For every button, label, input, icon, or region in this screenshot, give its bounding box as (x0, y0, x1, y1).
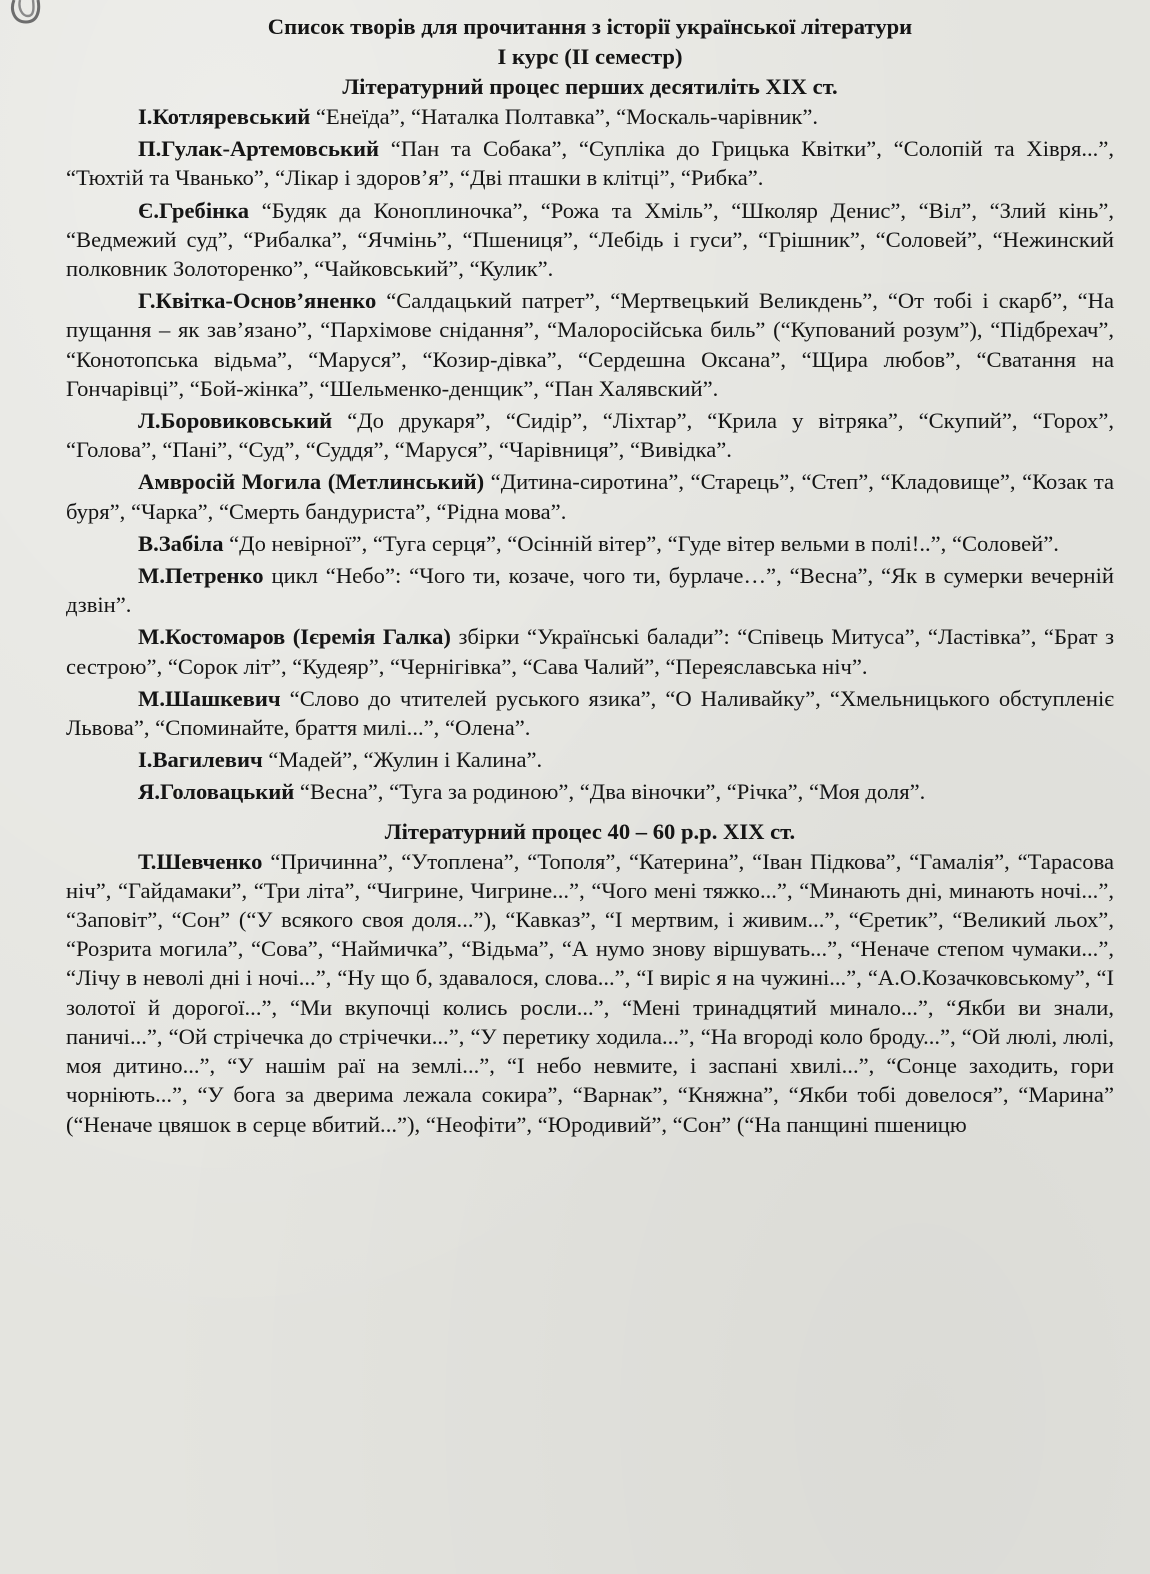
works-list: “Дитина-сиротина”, “Старець”, “Степ”, “Кладовище”, “Козак та буря”, “Чарка”, “Смерть бандуриста”, “Рідна мова”. (66, 469, 1114, 524)
author-name: Амвросій Могила (Метлинський) (138, 469, 485, 495)
works-list: “Будяк да Коноплиночка”, “Рожа та Хміль”, “Школяр Денис”, “Віл”, “Злий кінь”, “Ведмежий суд”, “Рибалка”, “Ячмінь”, “Пшениця”, “Лебідь і гуси”, “Грішник”, “Соловей”, “Нежинский полковник Золоторенко”, “Чайковський”, “Кулик”. (66, 197, 1114, 282)
section-heading-1: Літературний процес перших десятиліть ХІХ ст. (342, 74, 838, 99)
paper-clip-icon (8, 0, 54, 26)
works-list: “Слово до чтителей руського язика”, “О Наливайку”, “Хмельницького обступленіє Львова”, “Споминайте, браття милі...”, “Олена”. (66, 685, 1114, 741)
works-list: “Весна”, “Туга за родиною”, “Два віночки”, “Річка”, “Моя доля”. (294, 779, 926, 805)
works-list: збірки “Українські балади”: “Співець Митуса”, “Ластівка”, “Брат з сестрою”, “Сорок літ”, “Кудеяр”, “Чернігівка”, “Сава Чалий”, “Переяславська ніч”. (66, 624, 1114, 679)
author-name: В.Забіла (138, 530, 224, 556)
entry-borovykovskyi (66, 406, 1114, 464)
author-name: П.Гулак-Артемовський (138, 136, 380, 162)
author-name: Т.Шевченко (138, 848, 263, 874)
entry-hulak-artemovskyi (66, 134, 1114, 192)
entry-kotliarevskyi (66, 102, 1114, 131)
author-name: М.Шашкевич (138, 685, 281, 711)
entry-mohyla-metlynskyi (66, 467, 1114, 525)
entry-petrenko (66, 561, 1114, 619)
entry-shevchenko (66, 847, 1114, 1139)
entry-holovatskyi (66, 777, 1114, 806)
works-list: “Причинна”, “Утоплена”, “Тополя”, “Катерина”, “Іван Підкова”, “Гамалія”, “Тарасова ніч”, “Гайдамаки”, “Три літа”, “Чигрине, Чигрине...”, “Чого мені тяжко...”, “Минають дні, минають ночі...”, “Заповіт”, “Сон” (“У всякого своя доля...”), “Кавказ”, “І мертвим, і живим...”, “Єретик”, “Великий льох”, “Розрита могила”, “Сова”, “Наймичка”, “Відьма”, “А нумо знову віршувать...”, “Неначе степом чумаки...”, “Лічу в неволі дні і ночі...”, “Ну що б, здавалося, слова...”, “І виріс я на чужині...”, “А.О.Козачковському”, “І золотої й дорогої...”, “Ми вкупочці колись росли...”, “Мені тринадцятий минало...”, “Якби ви знали, паничі...”, “Ой стрічечка до стрічечки...”, “У перетику ходила...”, “На вгороді коло броду...”, “Ой люлі, люлі, моя дитино...”, “У нашім раї на землі...”, “І небо невмите, і заспані хвилі...”, “Сонце заходить, гори чорніють...”, “У бога за дверима лежала сокира”, “Варнак”, “Княжна”, “Якби тобі довелося”, “Марина” (“Неначе цвяшок в серце вбитий...”), “Неофіти”, “Юродивий”, “Сон” (“На панщині пшеницю (66, 848, 1114, 1137)
author-name: М.Петренко (138, 563, 264, 589)
author-name: Я.Головацький (138, 779, 295, 805)
author-name: Г.Квітка-Основ’яненко (138, 288, 377, 314)
section-heading-2: Літературний процес 40 – 60 р.р. ХІХ ст. (384, 818, 796, 844)
author-name: Л.Боровиковський (138, 408, 333, 434)
entry-zabila (66, 529, 1114, 558)
works-list: “Енеїда”, “Наталка Полтавка”, “Москаль-чарівник”. (310, 104, 819, 129)
author-name: Є.Гребінка (138, 197, 250, 223)
works-list: “Пан та Собака”, “Супліка до Грицька Квітки”, “Солопій та Хівря...”, “Тюхтій та Чванько”, “Лікар і здоров’я”, “Дві пташки в клітці”, “Рибка”. (66, 136, 1114, 191)
document-body (66, 12, 1114, 1142)
entry-vahylevych (66, 745, 1114, 774)
author-name: І.Котляревський (138, 104, 311, 129)
entry-hrebinka (66, 196, 1114, 284)
author-name: І.Вагилевич (138, 747, 263, 773)
document-title-line-2: І курс (ІІ семестр) (497, 44, 683, 69)
author-name: М.Костомаров (Ієремія Галка) (138, 624, 451, 650)
works-list: цикл “Небо”: “Чого ти, козаче, чого ти, бурлаче…”, “Весна”, “Як в сумерки вечерній дзвін”. (66, 563, 1114, 618)
entry-kostomarov (66, 622, 1114, 680)
works-list: “До невірної”, “Туга серця”, “Осінній вітер”, “Гуде вітер вельми в полі!..”, “Соловей”. (223, 530, 1059, 556)
document-title-line-1: Список творів для прочитання з історії української літератури (267, 14, 913, 39)
entry-kvitka-osnovianenko (66, 286, 1114, 403)
entry-shashkevych (66, 684, 1114, 742)
works-list: “Мадей”, “Жулин і Калина”. (262, 747, 543, 773)
works-list: “До друкаря”, “Сидір”, “Ліхтар”, “Крила у вітряка”, “Скупий”, “Горох”, “Голова”, “Пані”, “Суд”, “Суддя”, “Маруся”, “Чарівниця”, “Вивідка”. (66, 408, 1114, 463)
works-list: “Салдацький патрет”, “Мертвецький Великдень”, “От тобі і скарб”, “На пущання – як зав’язано”, “Пархімове снідання”, “Малоросійська биль” (“Купований розум”), “Підбрехач”, “Конотопська відьма”, “Маруся”, “Козир-дівка”, “Сердешна Оксана”, “Щира любов”, “Сватання на Гончарівці”, “Бой-жінка”, “Шельменко-денщик”, “Пан Халявский”. (66, 288, 1114, 401)
